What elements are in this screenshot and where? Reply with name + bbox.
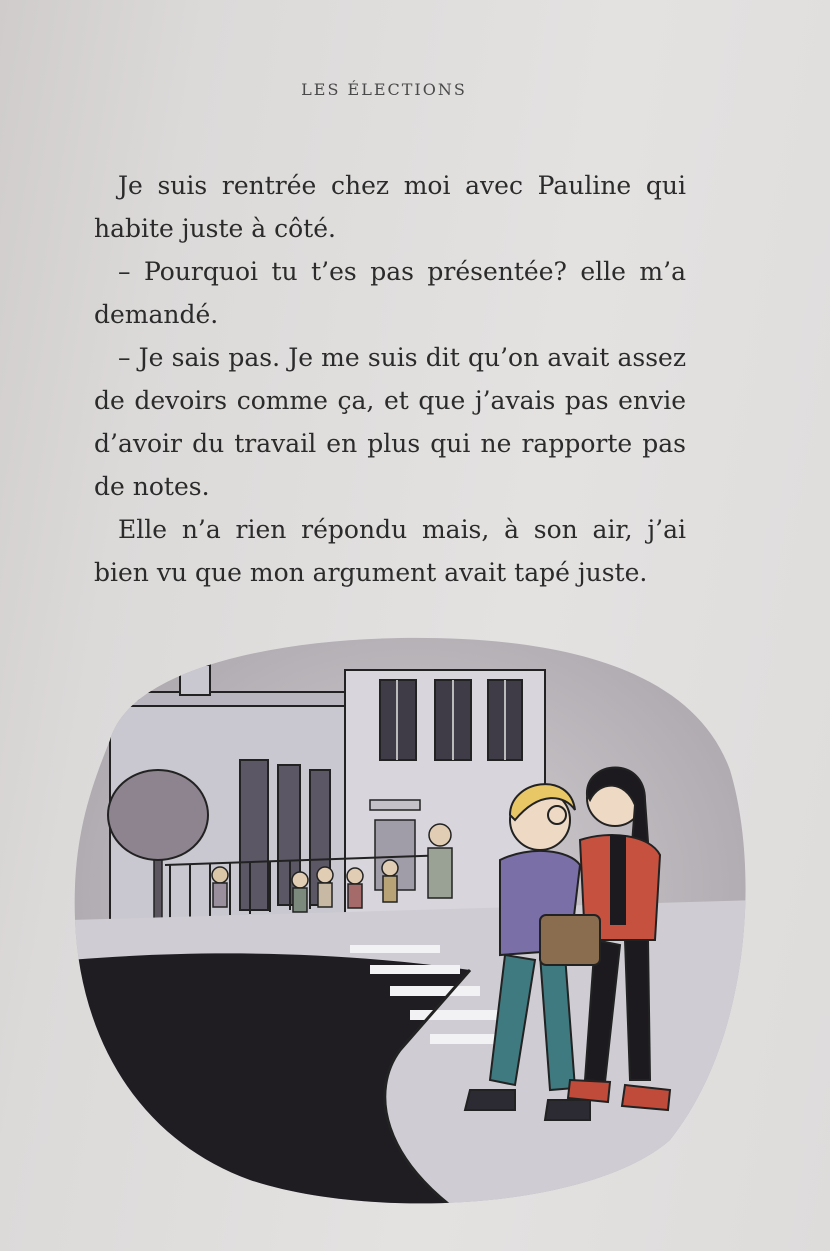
paragraph-3: – Je sais pas. Je me suis dit qu’on avait assez de devoirs comme ça, et que j’avais pas envie d’avoir du travail en plus qui ne rapporte pas de notes.	[94, 343, 686, 501]
body-text	[94, 164, 686, 594]
shoulder-bag	[540, 915, 600, 965]
illustration-svg	[70, 620, 760, 1220]
paragraph-1: Je suis rentrée chez moi avec Pauline qui habite juste à côté.	[94, 171, 686, 243]
street-illustration	[70, 620, 760, 1220]
paragraph-2: – Pourquoi tu t’es pas présentée? elle m’a demandé.	[94, 257, 686, 329]
running-head: LES ÉLECTIONS	[301, 80, 467, 99]
paragraph-4: Elle n’a rien répondu mais, à son air, j’ai bien vu que mon argument avait tapé juste.	[94, 515, 686, 587]
